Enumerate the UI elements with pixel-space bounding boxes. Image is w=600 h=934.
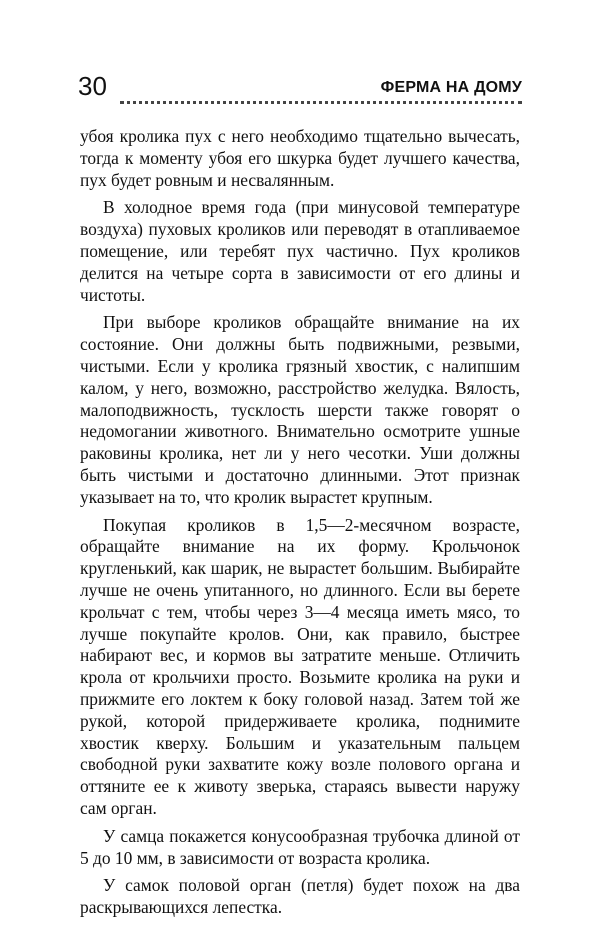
paragraph-female: У самок половой орган (петля) будет похож на два раскрывающихся лепестка. — [80, 875, 520, 918]
paragraph-continued: убоя кролика пух с него необходимо тщательно вычесать, тогда к моменту убоя его шкурка будет лучшего качества, пух будет ровным и несвалянным. — [80, 126, 520, 190]
paragraph-male: У самца покажется конусообразная трубочка длиной от 5 до 10 мм, в зависимости от возраста кролика. — [80, 825, 520, 868]
paragraph-choosing-rabbits: При выборе кроликов обращайте внимание на их состояние. Они должны быть подвижными, резвыми, чистыми. Если у кролика грязный хвостик, с налипшим калом, у него, возможно, расстройство желудка. Вялость, малоподвижность, тусклость шерсти также говорят о недомогании животного. Внимательно осмотрите ушные раковины кролика, нет ли у него чесотки. Уши должны быть чистыми и достаточно длинными. Этот признак указывает на то, что кролик вырастет крупным. — [80, 312, 520, 507]
header-dotted-rule — [120, 101, 522, 104]
paragraph-buying-young: Покупая кроликов в 1,5—2-месячном возрасте, обращайте внимание на их форму. Крольчонок кругленький, как шарик, не вырастет большим. Выбирайте лучше не очень упитанного, но длинного. Если вы берете крольчат с тем, чтобы через 3—4 месяца иметь мясо, то лучше покупайте кролов. Они, как правило, быстрее набирают вес, и кормов вы затратите меньше. Отличить крола от крольчихи просто. Возьмите кролика на руки и прижмите его локтем к боку головой назад. Затем той же рукой, которой придерживаете кролика, поднимите хвостик кверху. Большим и указательным пальцем свободной руки захватите кожу возле полового органа и оттяните ее к животу зверька, стараясь вывести наружу сам орган. — [80, 514, 520, 818]
page-number: 30 — [78, 71, 107, 101]
text-body — [80, 126, 520, 925]
paragraph-winter-down: В холодное время года (при минусовой температуре воздуха) пуховых кроликов или переводят в отапливаемое помещение, или теребят пух частично. Пух кроликов делится на четыре сорта в зависимости от его длины и чистоты. — [80, 197, 520, 305]
running-head: ФЕРМА НА ДОМУ — [380, 79, 522, 96]
